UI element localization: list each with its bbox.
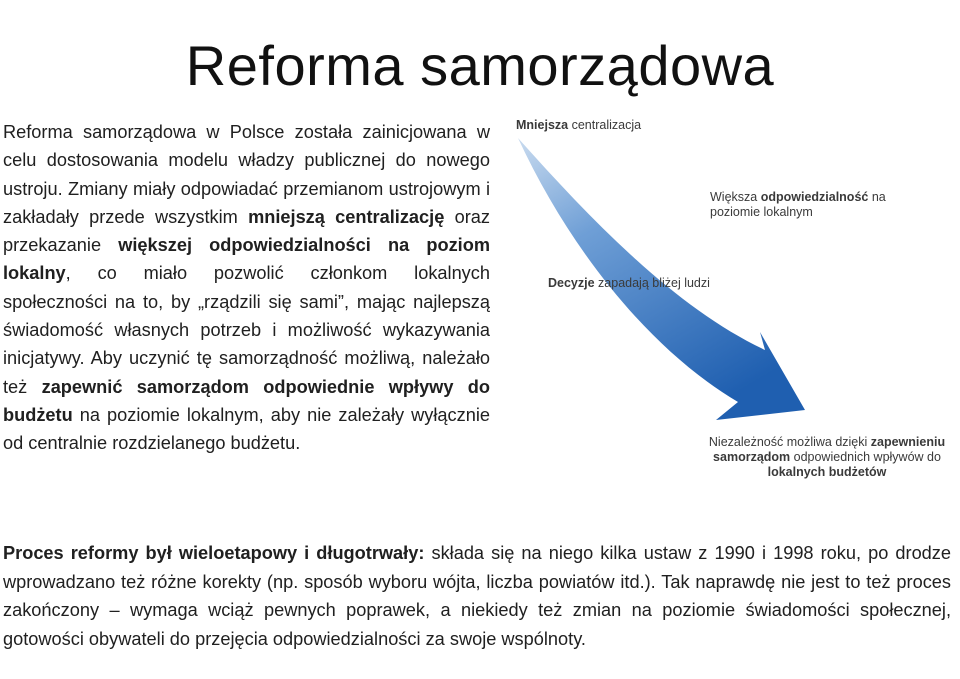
- highlight-budget: zapewnić samorządom odpowiednie wpływy do budżetu: [3, 376, 490, 425]
- process-paragraph: [3, 539, 951, 653]
- label-text: centralizacja: [568, 118, 642, 132]
- highlight-less-centralization: mniejszą centralizację: [248, 206, 445, 227]
- label-bold: lokalnych budżetów: [767, 465, 887, 479]
- label-more-responsibility: [710, 190, 920, 220]
- page-title: Reforma samorządowa: [185, 33, 775, 97]
- label-bold: odpowiedzialność: [760, 190, 869, 204]
- label-independence: [702, 435, 952, 480]
- label-text: odpowiednich wpływów do: [790, 450, 941, 464]
- text-run: na poziomie lokalnym, aby nie zależały wyłącznie od centralnie rozdzielanego budżetu.: [3, 404, 490, 454]
- label-bold: zapewnieniu samorządom: [713, 435, 946, 464]
- decentralization-diagram: [510, 110, 960, 495]
- label-text: Większa: [710, 190, 761, 204]
- label-less-centralization: [516, 118, 641, 133]
- label-text: na poziomie lokalnym: [710, 190, 886, 219]
- highlight-more-responsibility: większej odpowiedzialności na poziom lokalny: [3, 235, 490, 284]
- text-run: oraz przekazanie: [3, 206, 490, 256]
- text-run: , co miało pozwolić członkom lokalnych społeczności na to, by „rządzili się sami”, mając najlepszą świadomość własnych potrzeb i możliwość wykazywania inicjatywy. Aby uczynić tę samorządność możliwą, należało też: [3, 263, 490, 397]
- text-run: składa się na niego kilka ustaw z 1990 i 1998 roku, po drodze wprowadzano też różne korekty (np. sposób wyboru wójta, liczba powiatów itd.). Tak naprawdę nie jest to też proces zakończony – wymaga wciąż pewnych poprawek, a niekiedy też zmian na poziomie świadomości społecznej, gotowości obywateli do przejęcia odpowiedzialności za swoje wspólnoty.: [3, 543, 952, 649]
- text-run: Reforma samorządowa w Polsce została zainicjowana w celu dostosowania modelu władzy publicznej do nowego ustroju. Zmiany miały odpowiadać przemianom ustrojowym i zakładały przede wszystkim: [3, 122, 490, 227]
- label-bold: Decyzje: [548, 276, 595, 290]
- label-decisions: [548, 276, 710, 291]
- intro-paragraph: [3, 118, 490, 458]
- label-text: Niezależność możliwa dzięki: [708, 435, 871, 449]
- label-text: zapadają bliżej ludzi: [594, 276, 710, 290]
- highlight-process: Proces reformy był wieloetapowy i długotrwały:: [3, 543, 425, 563]
- label-bold: Mniejsza: [516, 118, 569, 132]
